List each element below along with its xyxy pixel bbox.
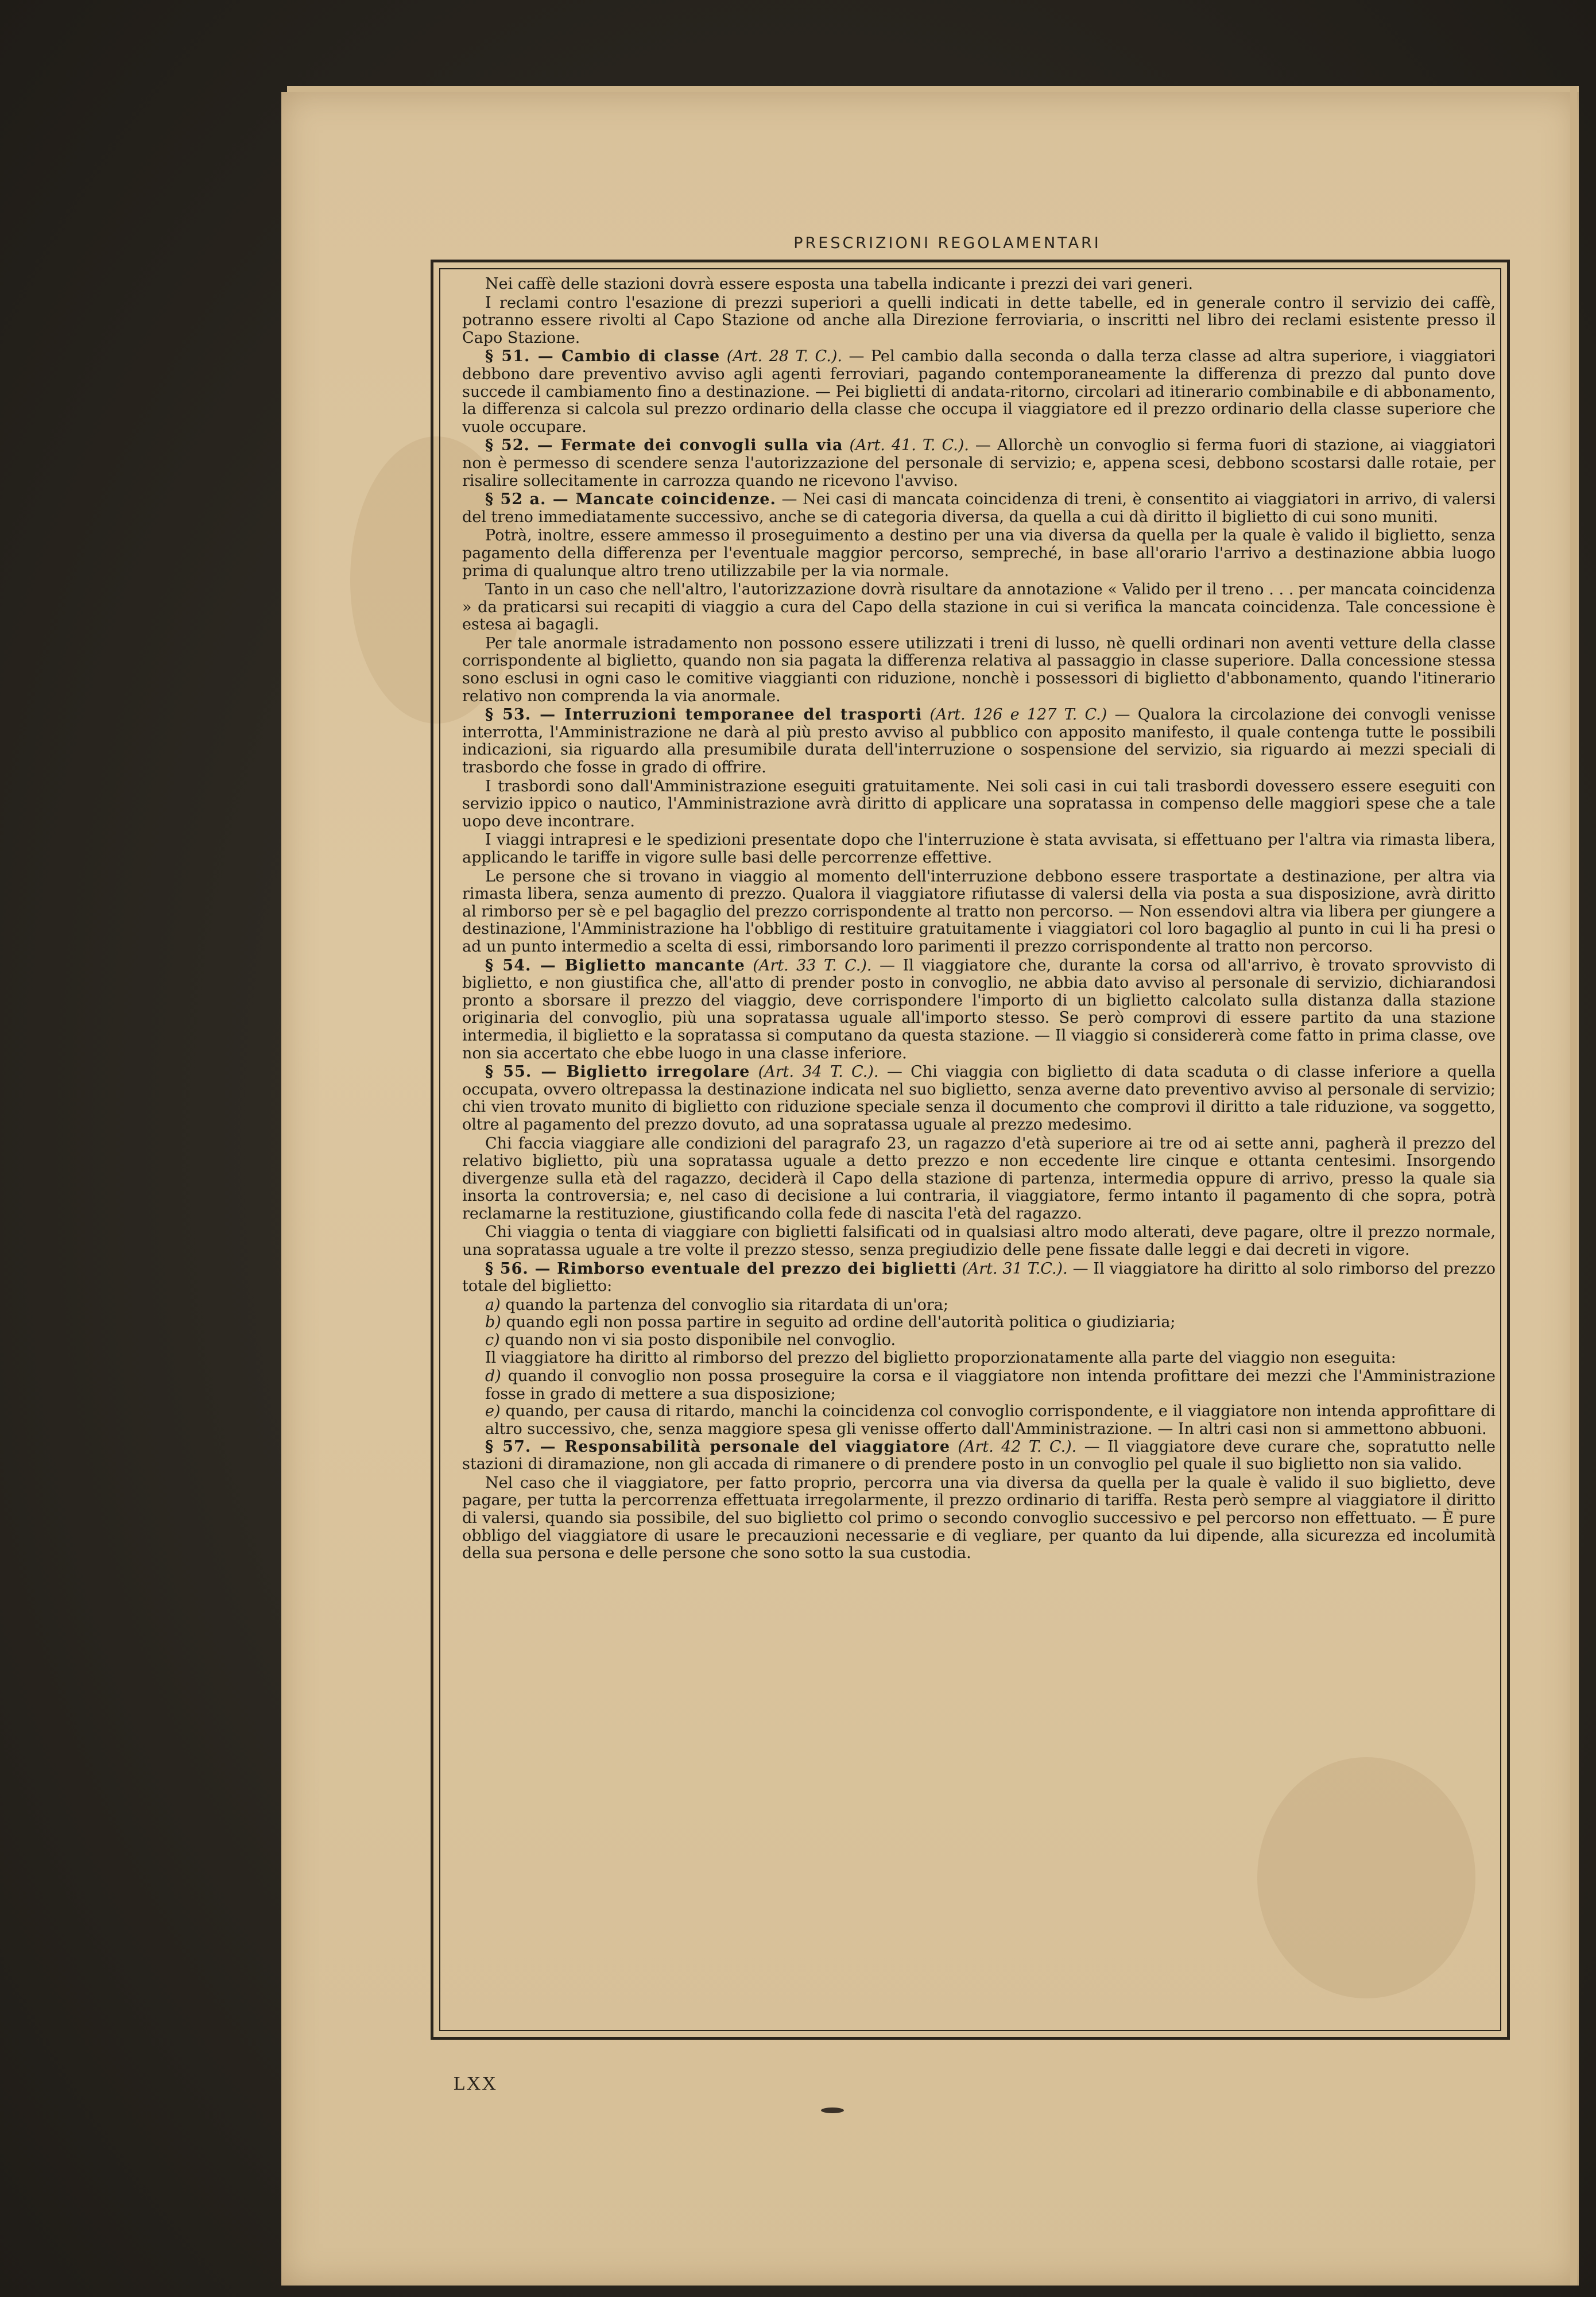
list-item: c) quando non vi sia posto disponibile nel convoglio. <box>485 1331 896 1349</box>
section-55: § 55. — Biglietto irregolare (Art. 34 T. C.). — Chi viaggia con biglietto di data scaduta o di classe inferiore a quella occupata, ovvero oltrepassa la destinazione indicata nel suo biglietto, senza averne dato preventivo avviso al personale di servizio; chi vien trovato munito di biglietto con riduzione speciale senza il documento che comprovi il diritto a tale riduzione, va soggetto, oltre al pagamento del prezzo dovuto, ad una sopratassa uguale al prezzo medesimo. <box>462 1063 1496 1134</box>
paragraph: Chi faccia viaggiare alle condizioni del paragrafo 23, un ragazzo d'età superiore ai tre od ai sette anni, pagherà il prezzo del relativo biglietto, più una sopratassa uguale a detto prezzo e non eccedente lire cinque e ottanta centesimi. Insorgendo divergenze sulla età del ragazzo, deciderà il Capo della stazione di partenza, intermedia oppure di arrivo, presso la quale sia insorta la controversia; e, nel caso di decisione a lui contraria, il viaggiatore, fermo intanto il pagamento di che sopra, potrà reclamarne la restituzione, giustificando colla fede di nascita l'età del ragazzo. <box>462 1134 1496 1223</box>
article-ref: (Art. 34 T. C.). <box>758 1063 879 1081</box>
running-title: PRESCRIZIONI REGOLAMENTARI <box>793 234 1101 252</box>
ornament-mark <box>821 2107 844 2113</box>
article-ref: (Art. 28 T. C.). <box>726 347 842 366</box>
section-54: § 54. — Biglietto mancante (Art. 33 T. C.). — Il viaggiatore che, durante la corsa od all'arrivo, è trovato sprovvisto di biglietto, e non giustifica che, all'atto di prender posto in convoglio, ne abbia dato avviso al personale di servizio, dichiarandosi pronto a sborsare il prezzo del viaggio, deve corrispondere l'importo di un biglietto calcolato sulla distanza dalla stazione originaria del convoglio, più una sopratassa uguale all'importo stesso. Se però comprovi di essere partito da una stazione intermedia, il biglietto e la sopratassa si computano da questa stazione. — Il viaggio si considererà come fatto in prima classe, ove non sia accertato che ebbe luogo in una classe inferiore. <box>462 956 1496 1062</box>
section-heading: § 54. — Biglietto mancante <box>485 956 745 975</box>
paragraph: Nel caso che il viaggiatore, per fatto proprio, percorra una via diversa da quella per la quale è valido il suo biglietto, deve pagare, per tutta la percorrenza effettuata irregolarmente, il prezzo ordinario di tariffa. Resta però sempre al viaggiatore il diritto di valersi, quando sia possibile, del suo biglietto col primo o secondo convoglio successivo e pel percorso non effettuato. — È pure obbligo del viaggiatore di usare le precauzioni necessarie e di vegliare, per quanto da lui dipende, alla sicurezza ed incolumità della sua persona e delle persone che sono sotto la sua custodia. <box>462 1474 1496 1563</box>
section-heading: § 57. — Responsabilità personale del viaggiatore <box>485 1437 951 1456</box>
paragraph: I reclami contro l'esazione di prezzi superiori a quelli indicati in dette tabelle, ed in generale contro il servizio dei caffè, potranno essere rivolti al Capo Stazione od anche alla Direzione ferroviaria, o inscritti nel libro dei reclami esistente presso il Capo Stazione. <box>462 293 1496 347</box>
section-heading: § 53. — Interruzioni temporanee del trasporti <box>485 706 923 724</box>
paragraph: Tanto in un caso che nell'altro, l'autorizzazione dovrà risultare da annotazione « Valido per il treno . . . per mancata coincidenza » da praticarsi sui recapiti di viaggio a cura del Capo della stazione in cui si verifica la mancata coincidenza. Tale concessione è estesa ai bagagli. <box>462 581 1496 634</box>
paragraph: Per tale anormale istradamento non possono essere utilizzati i treni di lusso, nè quelli ordinari non aventi vetture della classe corrispondente al biglietto, quando non sia pagata la differenza relativa al passaggio in classe superiore. Dalla concessione stessa sono esclusi in ogni caso le comitive viaggianti con riduzione, nonchè i possessori di biglietto d'abbonamento, quando l'itinerario relativo non comprenda la via anormale. <box>462 634 1496 705</box>
article-ref: (Art. 33 T. C.). <box>753 956 872 975</box>
page-right-edge <box>1570 86 1577 2286</box>
section-heading: § 52. — Fermate dei convogli sulla via <box>485 436 843 455</box>
section-56: § 56. — Rimborso eventuale del prezzo dei biglietti (Art. 31 T.C.). — Il viaggiatore ha diritto al solo rimborso del prezzo totale del biglietto: <box>462 1259 1496 1296</box>
section-53: § 53. — Interruzioni temporanee del trasporti (Art. 126 e 127 T. C.) — Qualora la circolazione dei convogli venisse interrotta, l'Amministrazione ne darà al più presto avviso al pubblico con apposito manifesto, il quale contenga tutte le possibili indicazioni, sia riguardo alla presumibile durata dell'interruzione o sospensione del servizio, sia riguardo ai mezzi speciali di trasbordo che fosse in grado di offrire. <box>462 706 1496 777</box>
section-heading: § 51. — Cambio di classe <box>485 347 720 366</box>
section-heading: § 56. — Rimborso eventuale del prezzo dei biglietti <box>485 1259 957 1278</box>
list-item: b) quando egli non possa partire in seguito ad ordine dell'autorità politica o giudiziaria; <box>485 1313 1176 1332</box>
section-heading: § 55. — Biglietto irregolare <box>485 1063 750 1081</box>
article-ref: (Art. 41. T. C.). <box>849 436 969 455</box>
paragraph: Le persone che si trovano in viaggio al momento dell'interruzione debbono essere trasportate a destinazione, per altra via rimasta libera, senza aumento di prezzo. Qualora il viaggiatore rifiutasse di valersi della via posta a sua disposizione, avrà diritto al rimborso per sè e pel bagaglio del prezzo corrispondente al tratto non percorso. — Non essendovi altra via libera per giungere a destinazione, l'Amministrazione ha l'obbligo di restituire gratuitamente i viaggiatori col loro bagaglio al punto in cui li ha presi o ad un punto intermedio a scelta di essi, rimborsando loro parimenti il prezzo corrispondente al tratto non percorso. <box>462 867 1496 956</box>
paragraph: Chi viaggia o tenta di viaggiare con biglietti falsificati od in qualsiasi altro modo alterati, deve pagare, oltre il prezzo normale, una sopratassa uguale a tre volte il prezzo stesso, senza pregiudizio delle pene fissate dalle leggi e dai decreti in vigore. <box>462 1223 1496 1259</box>
section-51: § 51. — Cambio di classe (Art. 28 T. C.). — Pel cambio dalla seconda o dalla terza classe ad altra superiore, i viaggiatori debbono dare preventivo avviso agli agenti ferroviari, pagando contemporaneamente la differenza di prezzo dal punto dove succede il cambiamento fino a destinazione. — Pei biglietti di andata-ritorno, circolari ad itinerario combinabile e di abbonamento, la differenza si calcola sul prezzo ordinario della classe che occupa il viaggiatore ed il prezzo ordinario della classe superiore che vuole occupare. <box>462 347 1496 436</box>
paragraph: Il viaggiatore ha diritto al rimborso del prezzo del biglietto proporzionatamente alla parte del viaggio non eseguita: <box>485 1348 1396 1367</box>
list-item: e) quando, per causa di ritardo, manchi la coincidenza col convoglio corrispondente, e il viaggiatore non intenda approfittare di altro successivo, che, senza maggiore spesa gli venisse offerto dall'Amministrazione. — In altri casi non si ammettono abbuoni. <box>485 1402 1496 1438</box>
list-item: a) quando la partenza del convoglio sia ritardata di un'ora; <box>485 1296 948 1314</box>
article-ref: (Art. 42 T. C.). <box>958 1437 1077 1456</box>
section-heading: § 52 a. — Mancate coincidenze. <box>485 490 776 509</box>
section-52a: § 52 a. — Mancate coincidenze. — Nei casi di mancata coincidenza di treni, è consentito ai viaggiatori in arrivo, di valersi del treno immediatamente successivo, anche se di categoria diversa, da quella a cui dà diritto il biglietto di cui sono muniti. <box>462 490 1496 526</box>
section-57: § 57. — Responsabilità personale del viaggiatore (Art. 42 T. C.). — Il viaggiatore deve curare che, sopratutto nelle stazioni di diramazione, non gli accada di rimanere o di prendere posto in un convoglio pel quale il suo biglietto non sia valido. <box>462 1437 1496 1474</box>
article-ref: (Art. 31 T.C.). <box>962 1259 1068 1278</box>
body-text <box>462 276 1496 2027</box>
list-item: d) quando il convoglio non possa proseguire la corsa e il viaggiatore non intenda profittare dei mezzi che l'Amministrazione fosse in grado di mettere a sua disposizione; <box>485 1367 1496 1403</box>
article-ref: (Art. 126 e 127 T. C.) <box>929 706 1107 724</box>
paragraph: Nei caffè delle stazioni dovrà essere esposta una tabella indicante i prezzi dei vari generi. <box>485 276 1194 293</box>
paragraph: I viaggi intrapresi e le spedizioni presentate dopo che l'interruzione è stata avvisata, si effettuano per l'altra via rimasta libera, applicando le tariffe in vigore sulle basi delle percorrenze effettive. <box>462 831 1496 867</box>
paragraph: Potrà, inoltre, essere ammesso il proseguimento a destino per una via diversa da quella per la quale è valido il biglietto, senza pagamento della differenza per l'eventuale maggior percorso, sempreché, in base all'orario l'arrivo a destinazione abbia luogo prima di qualunque altro treno utilizzabile per la via normale. <box>462 527 1496 580</box>
section-52: § 52. — Fermate dei convogli sulla via (Art. 41. T. C.). — Allorchè un convoglio si ferma fuori di stazione, ai viaggiatori non è permesso di scendere senza l'autorizzazione del personale di servizio; e, appena scesi, debbono scostarsi dalle rotaie, per risalire sollecitamente in carrozza quando ne ricevono l'avviso. <box>462 436 1496 490</box>
paragraph: I trasbordi sono dall'Amministrazione eseguiti gratuitamente. Nei soli casi in cui tali trasbordi dovessero essere eseguiti con servizio ippico o nautico, l'Amministrazione avrà diritto di applicare una sopratassa in compenso delle maggiori spese che a tale uopo deve incontrare. <box>462 777 1496 830</box>
page-number: LXX <box>454 2073 497 2094</box>
